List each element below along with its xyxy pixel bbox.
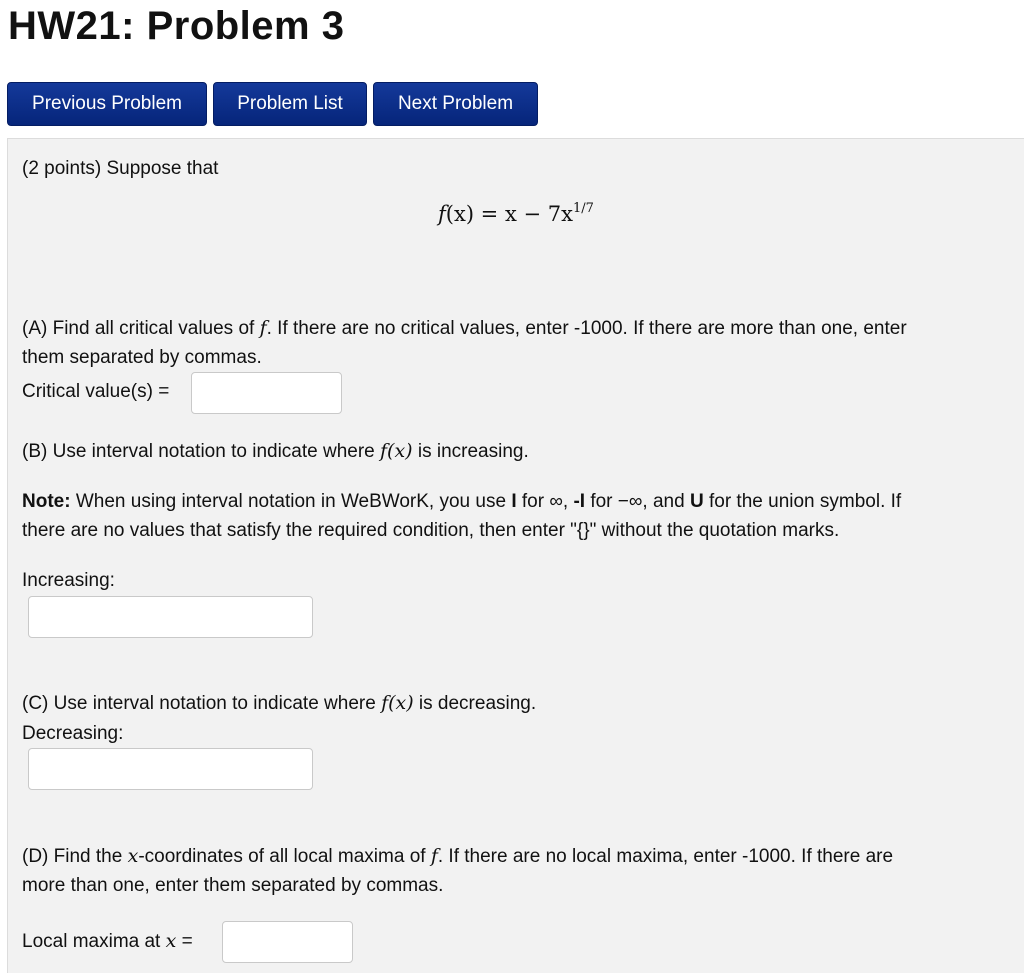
problem-list-button[interactable]: Problem List	[213, 82, 367, 126]
page-title: HW21: Problem 3	[8, 4, 345, 48]
part-a-question-line2: them separated by commas.	[22, 347, 262, 368]
function-formula	[438, 201, 594, 226]
part-b-text-post: is increasing.	[412, 441, 529, 462]
formula-function-name: f	[438, 202, 446, 226]
formula-body: (x) = x − 7x	[445, 202, 573, 226]
part-d-var: x	[127, 845, 139, 867]
local-maxima-input[interactable]	[222, 921, 353, 963]
part-a-text: (A) Find all critical values of	[22, 318, 260, 339]
part-d-text-post: . If there are no local maxima, enter -1000. If there are	[437, 846, 894, 867]
problem-navigation	[7, 82, 538, 126]
part-d-var2: f	[430, 845, 438, 867]
increasing-label: Increasing:	[22, 570, 115, 591]
part-d-question-line2: more than one, enter them separated by commas.	[22, 875, 444, 896]
problem-body	[7, 138, 1024, 973]
note-infinity-symbol: I	[511, 491, 517, 512]
next-problem-button[interactable]: Next Problem	[373, 82, 538, 126]
note-text-4: for the union symbol. If	[703, 491, 902, 512]
part-c-text-post: is decreasing.	[413, 693, 537, 714]
note-text-1: When using interval notation in WeBWorK, you use	[70, 491, 512, 512]
part-b-text: (B) Use interval notation to indicate where	[22, 441, 381, 462]
part-c-question	[22, 689, 536, 718]
interval-note-line2: there are no values that satisfy the required condition, then enter "{}" without the quotation marks.	[22, 520, 840, 541]
interval-note-line1	[22, 487, 901, 516]
critical-values-input[interactable]	[191, 372, 342, 414]
local-maxima-label-eq: =	[176, 931, 193, 952]
part-a-var: f	[259, 317, 267, 339]
increasing-input[interactable]	[28, 596, 313, 638]
part-d-text: (D) Find the	[22, 846, 128, 867]
part-c-func: f(x)	[381, 692, 414, 714]
decreasing-label: Decreasing:	[22, 723, 124, 744]
part-d-question-line1	[22, 842, 893, 871]
note-neg-infinity-symbol: -I	[573, 491, 586, 512]
part-b-func: f(x)	[380, 440, 413, 462]
local-maxima-label	[22, 927, 193, 956]
part-c-text: (C) Use interval notation to indicate where	[22, 693, 382, 714]
previous-problem-button[interactable]: Previous Problem	[7, 82, 207, 126]
note-text-2: for ∞,	[516, 491, 574, 512]
note-union-symbol: U	[689, 491, 704, 512]
note-label: Note:	[22, 491, 71, 512]
critical-values-label: Critical value(s) =	[22, 381, 170, 402]
local-maxima-label-text: Local maxima at	[22, 931, 166, 952]
formula-exponent: 1/7	[572, 201, 594, 216]
local-maxima-var: x	[165, 930, 177, 952]
part-a-question-line1	[22, 314, 907, 343]
decreasing-input[interactable]	[28, 748, 313, 790]
note-text-3: for −∞, and	[585, 491, 690, 512]
part-b-question	[22, 437, 529, 466]
problem-intro: (2 points) Suppose that	[22, 158, 219, 179]
part-d-text-mid: -coordinates of all local maxima of	[138, 846, 431, 867]
part-a-text-post: . If there are no critical values, enter -1000. If there are more than one, enter	[266, 318, 907, 339]
